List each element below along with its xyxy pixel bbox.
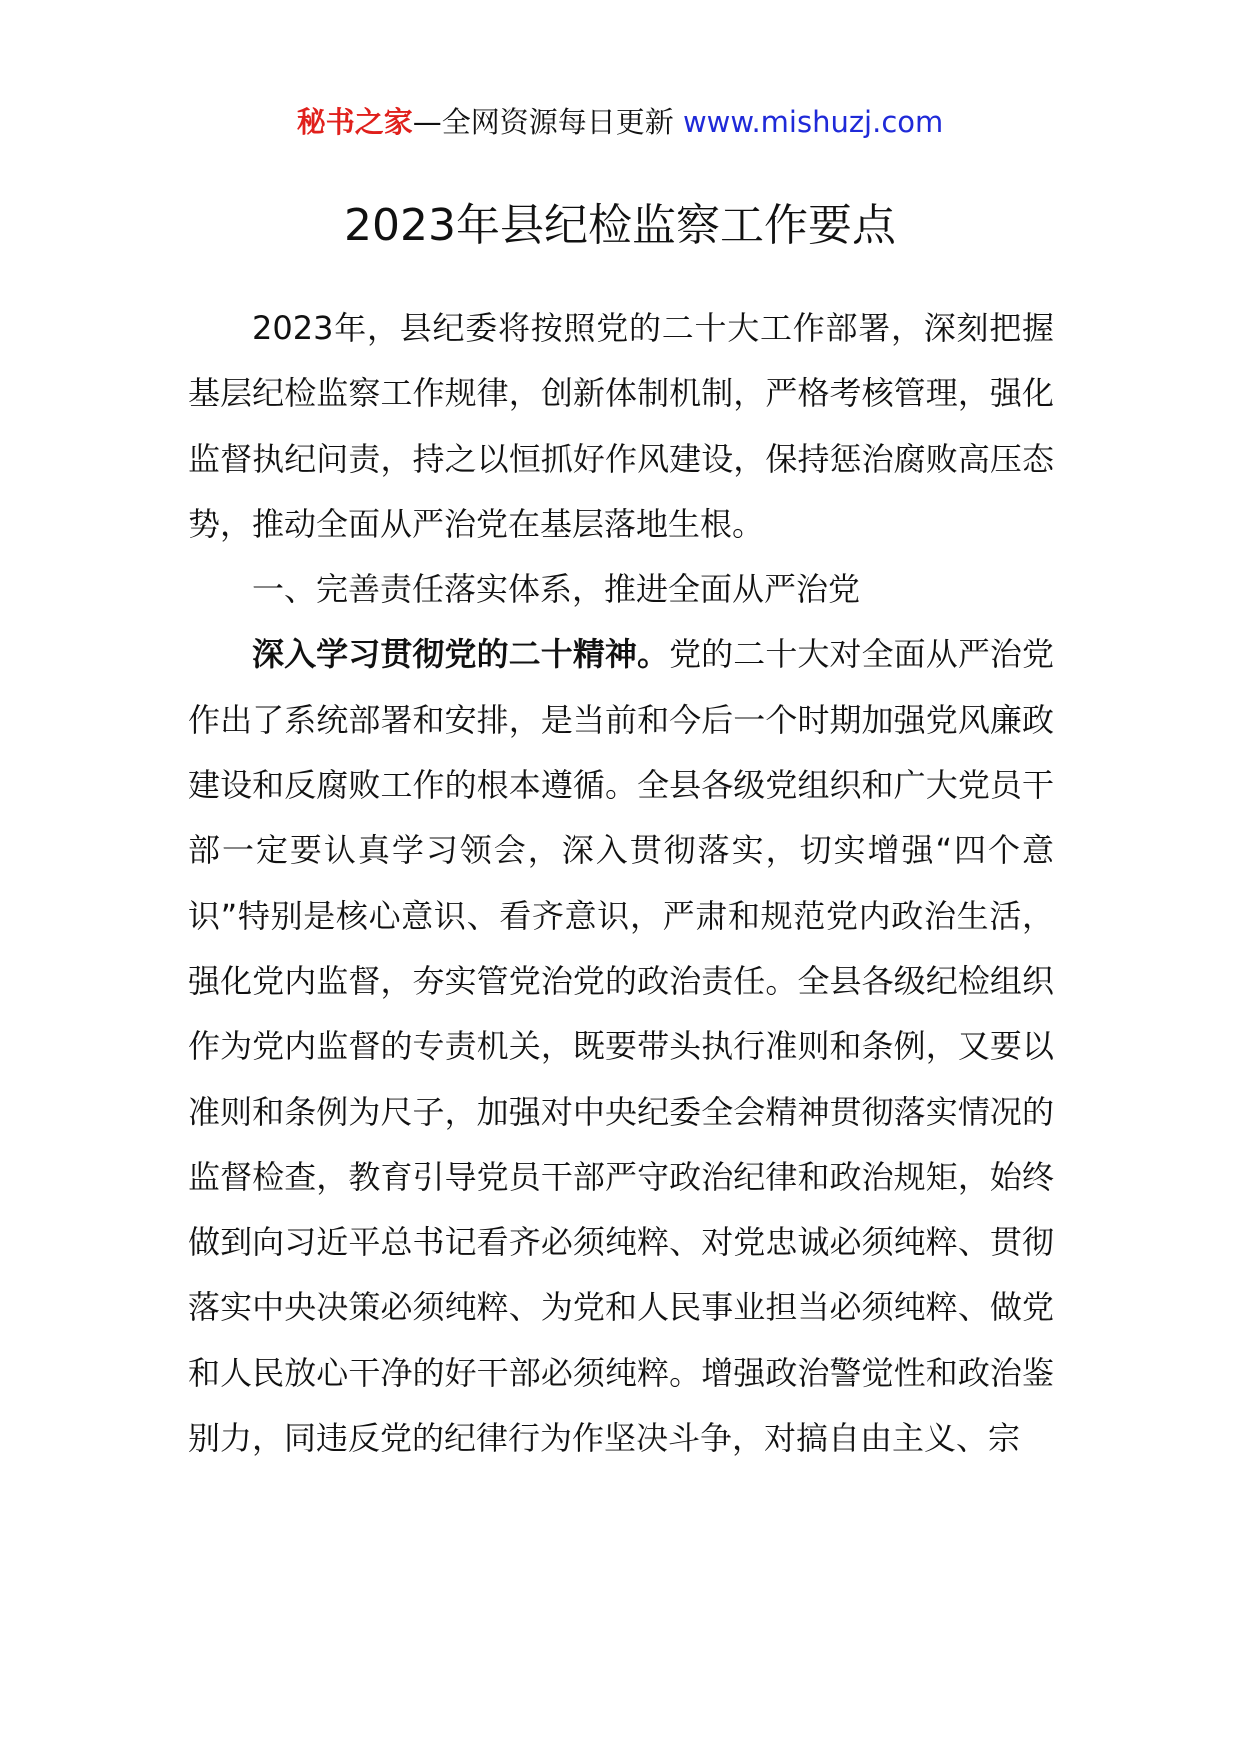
section-heading: 一、完善责任落实体系，推进全面从严治党 — [252, 570, 861, 609]
paragraph-text: 党的二十大对全面从严治党作出了系统部署和安排，是当前和今后一个时期加强党风廉政建设和反腐败工作的根本遵循。全县各级党组织和广大党员干部一定要认真学习领会，深入贯彻落实，切实增强“四个意识”特别是核心意识、看齐意识，严肃和规范党内政治生活，强化党内监督，夯实管党治党的政治责任。全县各级纪检组织作为党内监督的专责机关，既要带头执行准则和条例，又要以准则和条例为尺子，加强对中央纪委全会精神贯彻落实情况的监督检查，教育引导党员干部严守政治纪律和政治规矩，始终做到向习近平总书记看齐必须纯粹、对党忠诚必须纯粹、贯彻落实中央决策必须纯粹、为党和人民事业担当必须纯粹、做党和人民放心干净的好干部必须纯粹。增强政治警觉性和政治鉴别力，同违反党的纪律行为作坚决斗争，对搞自由主义、宗 — [188, 635, 1054, 1458]
intro-paragraph: 2023年，县纪委将按照党的二十大工作部署，深刻把握基层纪检监察工作规律，创新体制机制，严格考核管理，强化监督执纪问责，持之以恒抓好作风建设，保持惩治腐败高压态势，推动全面从严治党在基层落地生根。 — [188, 309, 1054, 543]
site-header — [0, 102, 1240, 142]
brand-name: 秘书之家 — [296, 105, 413, 139]
paragraph-lead: 深入学习贯彻党的二十精神。 — [252, 635, 670, 674]
header-slogan: —全网资源每日更新 — [412, 105, 674, 139]
body-paragraph — [188, 622, 1054, 1471]
document-body — [188, 296, 1054, 1471]
website-link[interactable]: www.mishuzj.com — [682, 105, 944, 139]
document-title: 2023年县纪检监察工作要点 — [344, 200, 896, 251]
